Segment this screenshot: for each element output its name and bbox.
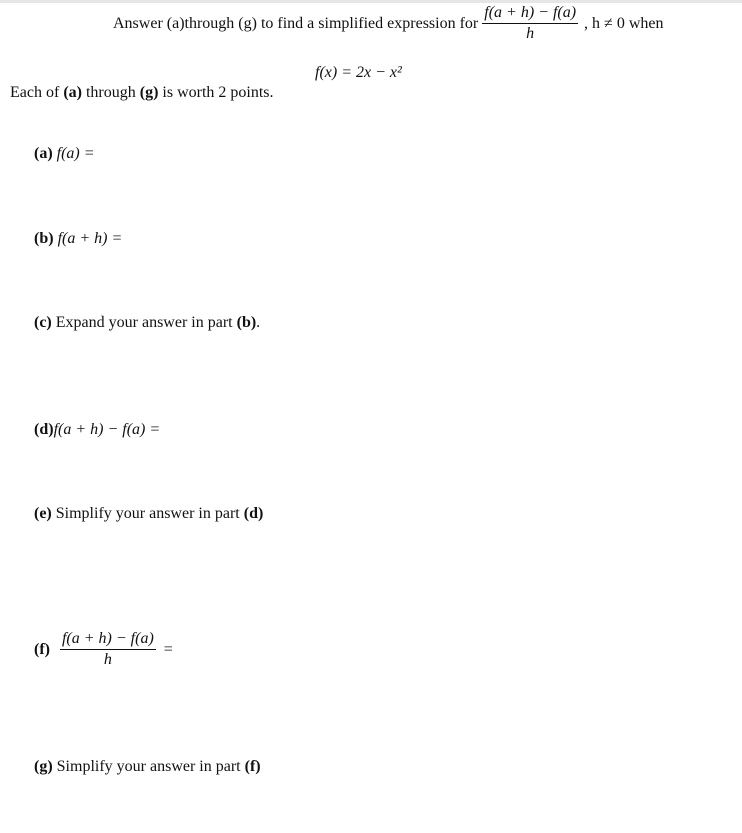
part-f-denominator: h: [103, 651, 112, 669]
part-c-label: (c): [34, 314, 52, 331]
part-f-numerator: f(a + h) − f(a): [60, 630, 156, 650]
part-f-fraction: [60, 630, 156, 670]
function-definition: f(x) = 2x − x²: [315, 64, 402, 81]
part-e-text: Simplify your answer in part: [55, 505, 244, 522]
fraction-denominator: h: [526, 25, 535, 43]
difference-quotient-fraction: [482, 4, 578, 44]
question-part-a: [34, 145, 95, 163]
question-part-e: [34, 505, 263, 523]
question-part-g: [34, 758, 261, 776]
fraction-numerator: f(a + h) − f(a): [482, 4, 578, 24]
instructions-lead-text: Answer (a)through (g) to find a simplified expression for: [113, 14, 479, 32]
part-c-reference: (b): [236, 314, 257, 331]
part-g-label: (g): [34, 758, 53, 775]
part-f-equals: =: [163, 640, 173, 658]
points-note-suffix: is worth 2 points.: [158, 84, 274, 101]
part-d-label: (d): [34, 421, 54, 438]
instructions-header: [113, 4, 663, 44]
question-part-b: [34, 230, 122, 248]
top-border: [0, 0, 742, 3]
part-b-expression: f(a + h) =: [57, 230, 123, 247]
question-part-c: [34, 314, 260, 332]
part-g-text: Simplify your answer in part: [56, 758, 245, 775]
part-e-reference: (d): [243, 505, 264, 522]
part-b-label: (b): [34, 230, 54, 247]
points-note-part-g: (g): [139, 84, 159, 101]
instructions-tail-text: , h ≠ 0 when: [584, 14, 664, 32]
points-note-middle: through: [81, 84, 140, 101]
question-part-f: [34, 630, 173, 670]
part-a-label: (a): [34, 145, 53, 162]
part-c-text: Expand your answer in part: [55, 314, 237, 331]
question-part-d: [34, 421, 160, 439]
part-c-end: .: [256, 314, 261, 331]
part-g-reference: (f): [244, 758, 261, 775]
part-f-label: (f): [34, 640, 50, 658]
part-d-expression: f(a + h) − f(a) =: [53, 421, 161, 438]
part-e-label: (e): [34, 505, 52, 522]
part-a-expression: f(a) =: [56, 145, 95, 162]
points-note: [10, 84, 274, 102]
points-note-prefix: Each of: [10, 84, 64, 101]
points-note-part-a: (a): [63, 84, 82, 101]
